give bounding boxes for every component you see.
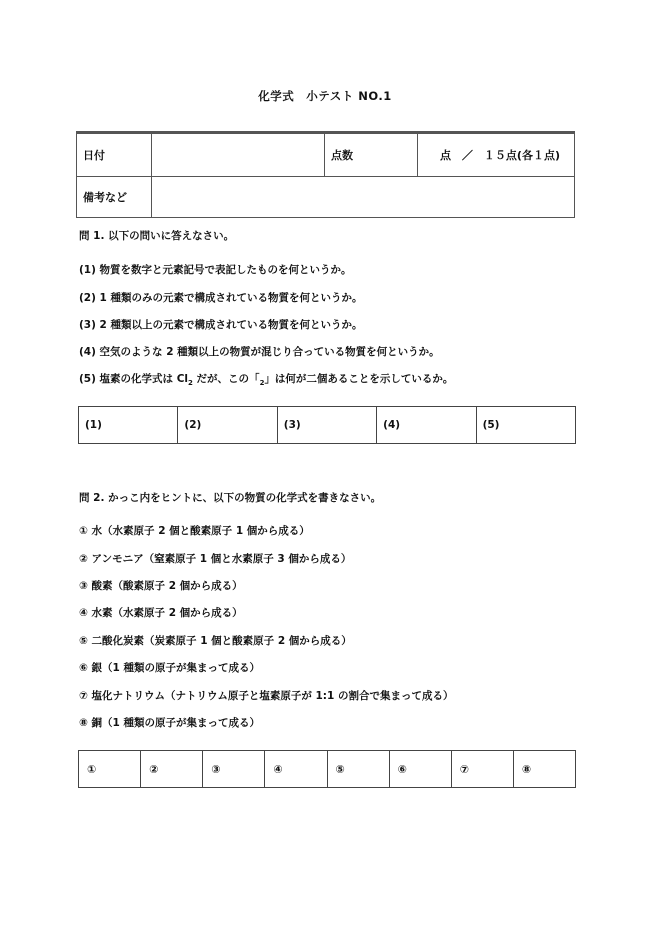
q2-answer-cell[interactable]: ④ (265, 751, 327, 788)
q1-item-5-sub2: 2 (259, 379, 265, 388)
q2-answer-cell[interactable]: ⑦ (451, 751, 513, 788)
q2-heading: 問 2. かっこ内をヒントに、以下の物質の化学式を書きなさい。 (79, 492, 382, 504)
q2-item-6: ⑥ 銀（1 種類の原子が集まって成る） (79, 662, 261, 674)
q1-item-5-middle: だが、この「 (192, 373, 260, 385)
notes-label: 備考など (77, 177, 152, 218)
q1-answer-cell[interactable]: (4) (377, 407, 476, 444)
q1-item-2: (2) 1 種類のみの元素で構成されている物質を何というか。 (79, 292, 363, 304)
q2-answer-cell[interactable]: ⑤ (327, 751, 389, 788)
q2-answer-cell[interactable]: ⑧ (513, 751, 575, 788)
q2-item-8: ⑧ 銅（1 種類の原子が集まって成る） (79, 717, 261, 729)
info-table (76, 131, 575, 218)
q1-item-5 (79, 371, 453, 387)
q2-item-7: ⑦ 塩化ナトリウム（ナトリウム原子と塩素原子が 1:1 の割合で集まって成る） (79, 690, 454, 702)
q2-item-3: ③ 酸素（酸素原子 2 個から成る） (79, 580, 243, 592)
q2-answer-cell[interactable]: ⑥ (389, 751, 451, 788)
q1-answer-cell[interactable]: (3) (277, 407, 376, 444)
q2-answer-table (78, 750, 576, 788)
q1-answer-cell[interactable]: (5) (476, 407, 575, 444)
q2-answer-cell[interactable]: ① (79, 751, 141, 788)
q1-item-5-prefix: (5) 塩素の化学式は Cl (79, 373, 189, 385)
q1-item-4: (4) 空気のような 2 種類以上の物質が混じり合っている物質を何というか。 (79, 346, 440, 358)
q2-item-1: ① 水（水素原子 2 個と酸素原子 1 個から成る） (79, 525, 310, 537)
q2-answer-cell[interactable]: ③ (203, 751, 265, 788)
q1-item-5-suffix: 」は何が二個あることを示しているか。 (264, 373, 454, 385)
q1-answer-table (78, 406, 576, 444)
notes-field[interactable] (152, 177, 575, 218)
page-title: 化学式 小テスト NO.1 (258, 89, 392, 103)
q2-answer-cell[interactable]: ② (141, 751, 203, 788)
score-field[interactable]: 点 ／ １５点(各１点) (418, 133, 575, 177)
date-label: 日付 (77, 133, 152, 177)
score-label: 点数 (325, 133, 418, 177)
q2-item-2: ② アンモニア（窒素原子 1 個と水素原子 3 個から成る） (79, 553, 352, 565)
q1-answer-cell[interactable]: (1) (79, 407, 178, 444)
q1-item-5-sub: 2 (188, 379, 193, 388)
q2-item-5: ⑤ 二酸化炭素（炭素原子 1 個と酸素原子 2 個から成る） (79, 635, 352, 647)
q1-item-3: (3) 2 種類以上の元素で構成されている物質を何というか。 (79, 319, 363, 331)
q2-item-4: ④ 水素（水素原子 2 個から成る） (79, 607, 243, 619)
date-field[interactable] (152, 133, 325, 177)
q1-item-1: (1) 物質を数字と元素記号で表記したものを何というか。 (79, 264, 352, 276)
q1-answer-cell[interactable]: (2) (178, 407, 277, 444)
q1-heading: 問 1. 以下の問いに答えなさい。 (79, 230, 235, 242)
